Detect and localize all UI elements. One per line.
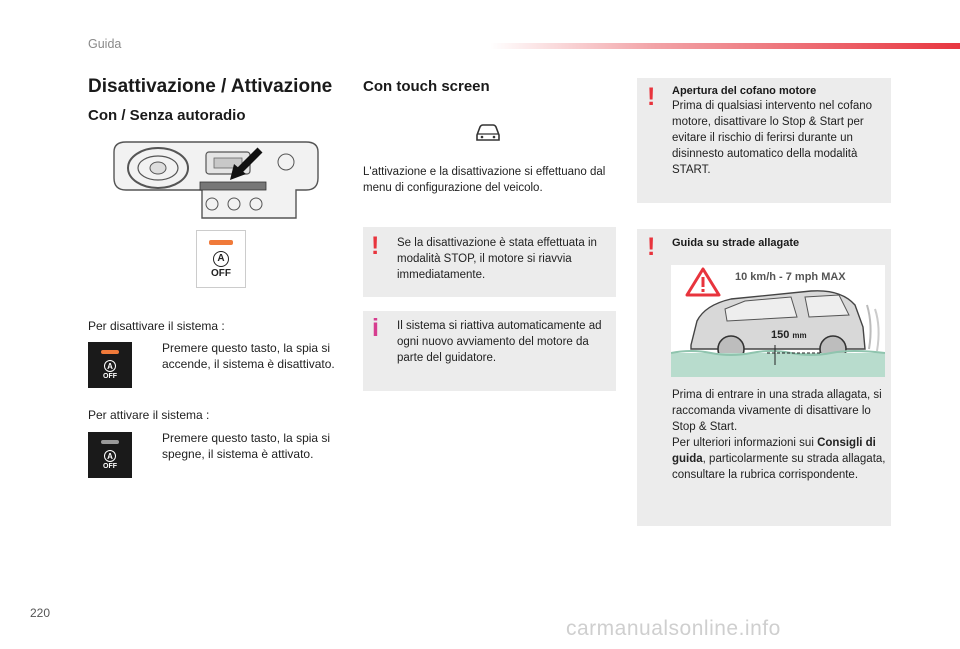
enable-step: [144, 430, 340, 462]
flood-depth-value: [771, 329, 807, 341]
warning-box-restart: [363, 227, 616, 297]
hood-title: Apertura del cofano motore: [672, 85, 817, 97]
warning-icon: !: [647, 83, 656, 111]
flood-depth-unit: mm: [792, 331, 807, 340]
flood-text-reference: Per ulteriori informazioni sui Consigli di guida, particolarmente su strada allagata, consultare la rubrica corrispondente.: [672, 437, 886, 481]
warning-box-flood: [637, 229, 891, 526]
disable-step-text: Premere questo tasto, la spia si accende, il sistema è disattivato.: [162, 341, 335, 371]
enable-step-text: Premere questo tasto, la spia si spegne, il sistema è attivato.: [162, 431, 331, 461]
warning-restart-text: Se la disattivazione è stata effettuata in modalità STOP, il motore si riavvia immediatamente.: [397, 237, 597, 281]
warning-box-hood: [637, 78, 891, 203]
driving-advice-link: Consigli di guida: [672, 437, 876, 465]
bullet-icon: [144, 430, 162, 462]
car-icon: [474, 122, 502, 144]
header-accent-bar: [490, 43, 960, 49]
bullet-icon: [144, 340, 162, 372]
touch-screen-title: Con touch screen: [363, 78, 490, 95]
disable-intro: Per disattivare il sistema :: [88, 319, 225, 333]
flood-speed-label: 10 km/h - 7 mph MAX: [735, 271, 846, 283]
indicator-lamp-off: [101, 440, 119, 444]
warning-icon: !: [647, 233, 656, 261]
button-lamp-on: [88, 342, 132, 388]
off-label: OFF: [103, 463, 117, 470]
section-subtitle: Con / Senza autoradio: [88, 107, 246, 124]
auto-stop-icon: A: [104, 360, 116, 372]
dashboard-illustration: [110, 138, 322, 224]
hood-text: Prima di qualsiasi intervento nel cofano motore, disattivare lo Stop & Start per evitare il rischio di ferirsi durante un disinnesto automatico della modalità START.: [672, 100, 873, 176]
stop-start-button-illustration: [196, 230, 246, 288]
info-reactivation-text: Il sistema si riattiva automaticamente ad ogni nuovo avviamento del motore da parte del guidatore.: [397, 320, 602, 364]
auto-stop-icon: A: [104, 450, 116, 462]
enable-intro: Per attivare il sistema :: [88, 408, 210, 422]
info-icon: i: [372, 314, 379, 342]
button-lamp-off: [88, 432, 132, 478]
flood-depth-number: 150: [771, 329, 790, 341]
info-box-reactivation: [363, 311, 616, 391]
flood-title: Guida su strade allagate: [672, 237, 800, 249]
page-title: Disattivazione / Attivazione: [88, 76, 333, 97]
off-label: OFF: [211, 267, 231, 279]
indicator-lamp: [209, 240, 233, 245]
auto-stop-icon: A: [213, 251, 229, 267]
flood-illustration: [671, 265, 885, 377]
section-title: Guida: [88, 37, 122, 51]
disable-step: [144, 340, 340, 372]
watermark: carmanualsonline.info: [566, 617, 781, 640]
flood-text: [672, 387, 886, 483]
indicator-lamp-on: [101, 350, 119, 354]
touch-screen-intro: L'attivazione e la disattivazione si effettuano dal menu di configurazione del veicolo.: [363, 166, 606, 194]
warning-icon: !: [371, 232, 380, 260]
page-number: 220: [30, 606, 51, 620]
flood-text-advice: Prima di entrare in una strada allagata, si raccomanda vivamente di disattivare lo Stop & Start.: [672, 389, 882, 433]
off-label: OFF: [103, 373, 117, 380]
